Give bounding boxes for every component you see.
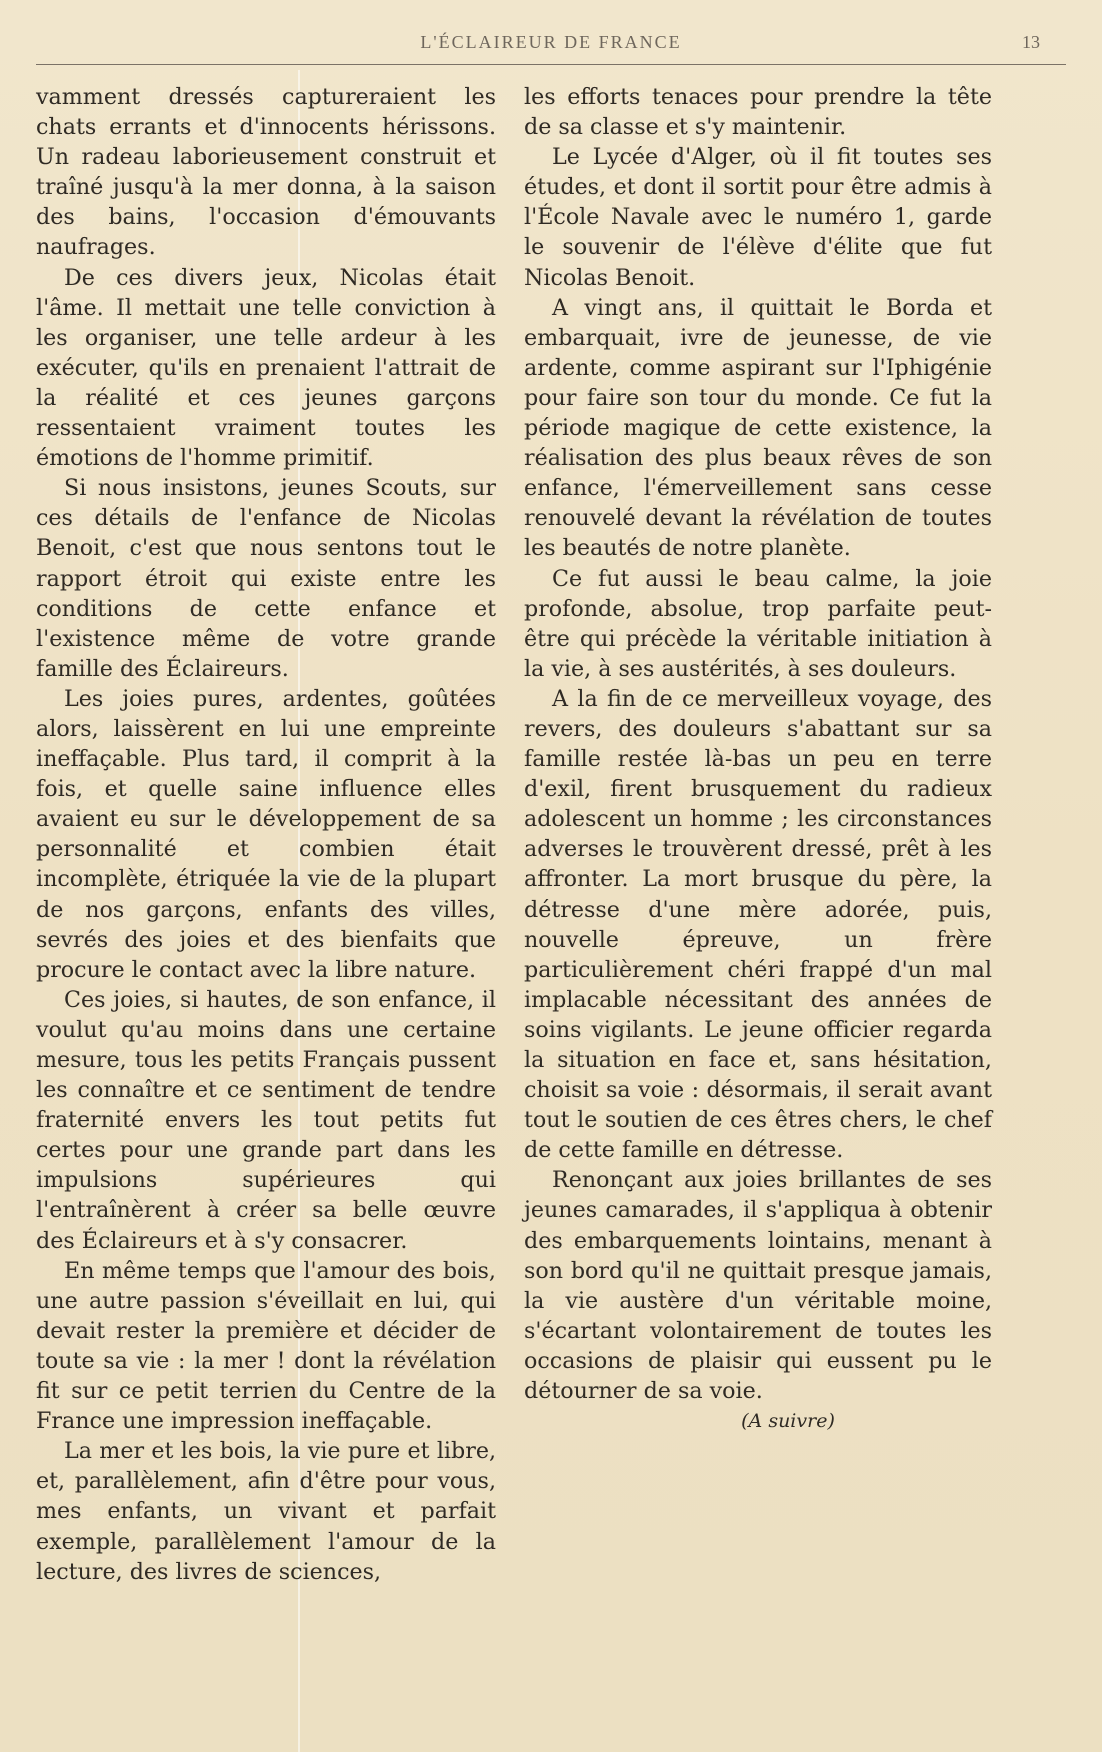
paragraph: Le Lycée d'Alger, où il fit toutes ses études, et dont il sortit pour être admis à l'École Navale avec le numéro 1, garde le souvenir de l'élève d'élite que fut Nicolas Benoit. <box>524 144 992 291</box>
paragraph: En même temps que l'amour des bois, une autre passion s'éveillait en lui, qui devait rester la première et décider de toute sa vie : la mer ! dont la révélation fit sur ce petit terrien du Centre de la France une impression ineffaçable. <box>36 1257 496 1435</box>
to-be-continued-note: (A suivre) <box>741 1410 835 1433</box>
paragraph: Renonçant aux joies brillantes de ses jeunes camarades, il s'appliqua à obtenir des embarquements lointains, menant à son bord qu'il ne quittait presque jamais, la vie austère d'un véritable moine, s'écartant volontairement de toutes les occasions de plaisir qui eussent pu le détourner de sa voie. <box>524 1167 992 1405</box>
right-column <box>524 82 992 1436</box>
page-number: 13 <box>1022 32 1040 52</box>
paragraph: A la fin de ce merveilleux voyage, des revers, des douleurs s'abattant sur sa famille restée là-bas un peu en terre d'exil, firent brusquement du radieux adolescent un homme ; les circonstances adverses le trouvèrent dressé, prêt à les affronter. La mort brusque du père, la détresse d'une mère adorée, puis, nouvelle épreuve, un frère particulièrement chéri frappé d'un mal implacable nécessitant des années de soins vigilants. Le jeune officier regarda la situation en face et, sans hésitation, choisit sa voie : désormais, il serait avant tout le soutien de ces êtres chers, le chef de cette famille en détresse. <box>524 685 992 1164</box>
paragraph: vamment dressés captureraient les chats errants et d'innocents hérissons. Un radeau laborieusement construit et traîné jusqu'à la mer donna, à la saison des bains, l'occasion d'émouvants naufrages. <box>36 84 496 261</box>
left-column <box>36 82 496 1587</box>
paragraph: Ce fut aussi le beau calme, la joie profonde, absolue, trop parfaite peut-être qui précède la véritable initiation à la vie, à ses austérités, à ses douleurs. <box>524 565 992 682</box>
paragraph: les efforts tenaces pour prendre la tête de sa classe et s'y maintenir. <box>524 84 992 141</box>
journal-title: L'ÉCLAIREUR DE FRANCE <box>420 32 682 52</box>
paragraph: De ces divers jeux, Nicolas était l'âme. Il mettait une telle conviction à les organiser, une telle ardeur à les exécuter, qu'ils en prenaient l'attrait de la réalité et ces jeunes garçons ressentaient vraiment toutes les émotions de l'homme primitif. <box>36 264 496 472</box>
paragraph: Si nous insistons, jeunes Scouts, sur ces détails de l'enfance de Nicolas Benoit, c'est que nous sentons tout le rapport étroit qui existe entre les conditions de cette enfance et l'existence même de votre grande famille des Éclaireurs. <box>36 475 496 682</box>
paragraph: La mer et les bois, la vie pure et libre, et, parallèlement, afin d'être pour vous, mes enfants, un vivant et parfait exemple, parallèlement l'amour de la lecture, des livres de sciences, <box>36 1438 496 1585</box>
paragraph: A vingt ans, il quittait le Borda et embarquait, ivre de jeunesse, de vie ardente, comme aspirant sur l'Iphigénie pour faire son tour du monde. Ce fut la période magique de cette existence, la réalisation des plus beaux rêves de son enfance, l'émerveillement sans cesse renouvelé devant la révélation de toutes les beautés de notre planète. <box>524 294 992 562</box>
running-header <box>36 26 1066 65</box>
paragraph: Les joies pures, ardentes, goûtées alors, laissèrent en lui une empreinte ineffaçable. Plus tard, il comprit à la fois, et quelle saine influence elles avaient eu sur le développement de sa personnalité et combien était incomplète, étriquée la vie de la plupart de nos garçons, enfants des villes, sevrés des joies et des bienfaits que procure le contact avec la libre nature. <box>36 685 496 983</box>
paragraph: Ces joies, si hautes, de son enfance, il voulut qu'au moins dans une certaine mesure, tous les petits Français pussent les connaître et ce sentiment de tendre fraternité envers les tout petits fut certes pour une grande part dans les impulsions supérieures qui l'entraînèrent à créer sa belle œuvre des Éclaireurs et à s'y consacrer. <box>36 986 496 1254</box>
